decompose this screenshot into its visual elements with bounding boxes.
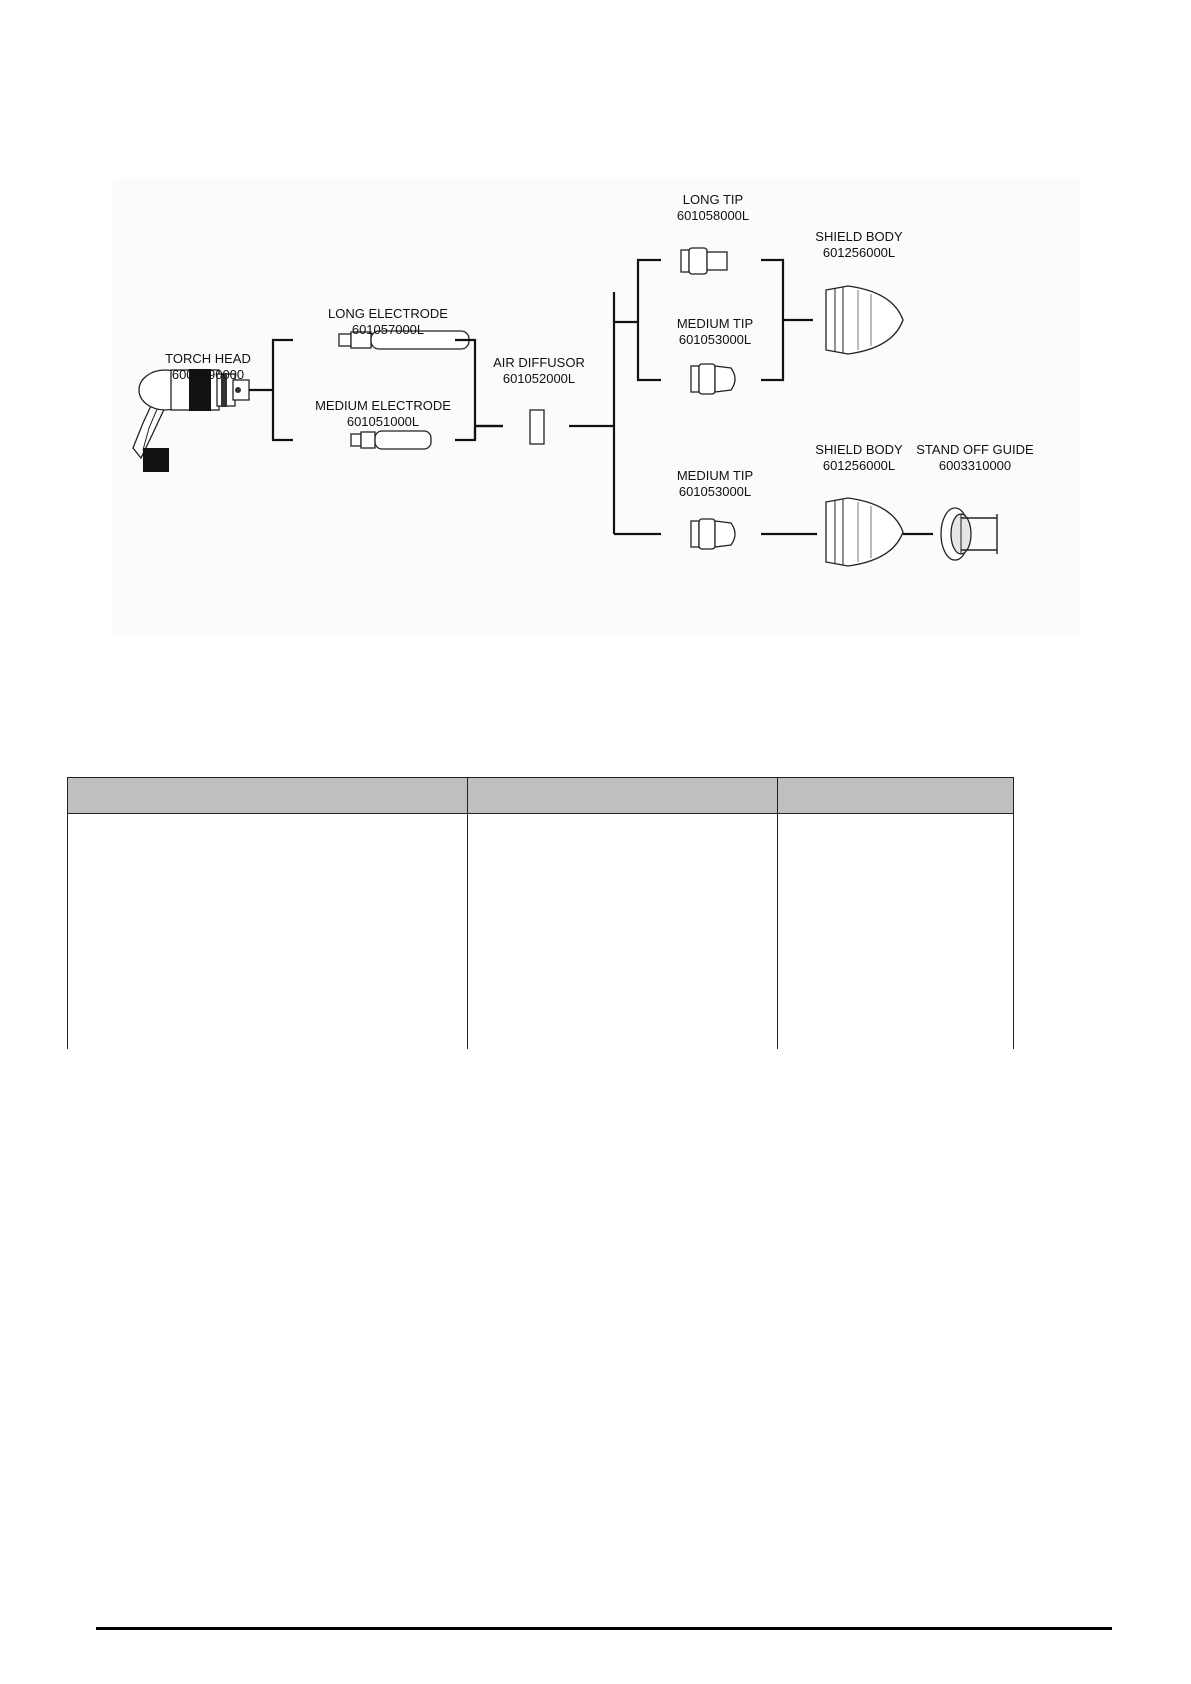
shield-body-lower-name: SHIELD BODY	[815, 442, 903, 457]
parts-table	[67, 777, 1014, 1049]
long-tip-drawing	[681, 248, 727, 274]
shield-body-upper-code: 601256000L	[822, 245, 896, 260]
medium-tip-lower-drawing	[691, 519, 735, 549]
shield-body-upper-name: SHIELD BODY	[815, 229, 903, 244]
table-cell	[68, 814, 468, 1050]
table-header-cell	[68, 778, 468, 814]
medium-tip-upper-drawing	[691, 364, 735, 394]
air-diffusor-name: AIR DIFFUSOR	[493, 355, 585, 370]
medium-electrode-name: MEDIUM ELECTRODE	[315, 398, 451, 413]
air-diffusor-drawing	[530, 410, 544, 444]
medium-tip-upper-name: MEDIUM TIP	[676, 316, 754, 331]
torch-head-code: 6003290000	[171, 367, 245, 382]
table-header-cell	[778, 778, 1014, 814]
long-electrode-code: 601057000L	[351, 322, 425, 337]
medium-tip-lower-name: MEDIUM TIP	[676, 468, 754, 483]
diagram-svg	[113, 178, 1081, 636]
stand-off-guide-code: 6003310000	[938, 458, 1012, 473]
table-header-cell	[468, 778, 778, 814]
long-tip-code: 601058000L	[676, 208, 750, 223]
torch-head-name: TORCH HEAD	[165, 351, 251, 366]
air-diffusor-code: 601052000L	[502, 371, 576, 386]
medium-electrode-drawing	[351, 431, 431, 449]
torch-parts-diagram	[113, 178, 1081, 636]
torch-connector	[143, 448, 169, 472]
medium-tip-upper-code: 601053000L	[678, 332, 752, 347]
medium-electrode-code: 601051000L	[346, 414, 420, 429]
medium-tip-lower-code: 601053000L	[678, 484, 752, 499]
table-row	[68, 814, 1014, 1050]
long-tip-name: LONG TIP	[682, 192, 744, 207]
footer-rule	[96, 1627, 1112, 1630]
diagram-background	[113, 178, 1081, 636]
stand-off-guide-name: STAND OFF GUIDE	[916, 442, 1034, 457]
shield-body-lower-code: 601256000L	[822, 458, 896, 473]
table-cell	[778, 814, 1014, 1050]
table-cell	[468, 814, 778, 1050]
long-electrode-name: LONG ELECTRODE	[328, 306, 448, 321]
table-header-row	[68, 778, 1014, 814]
